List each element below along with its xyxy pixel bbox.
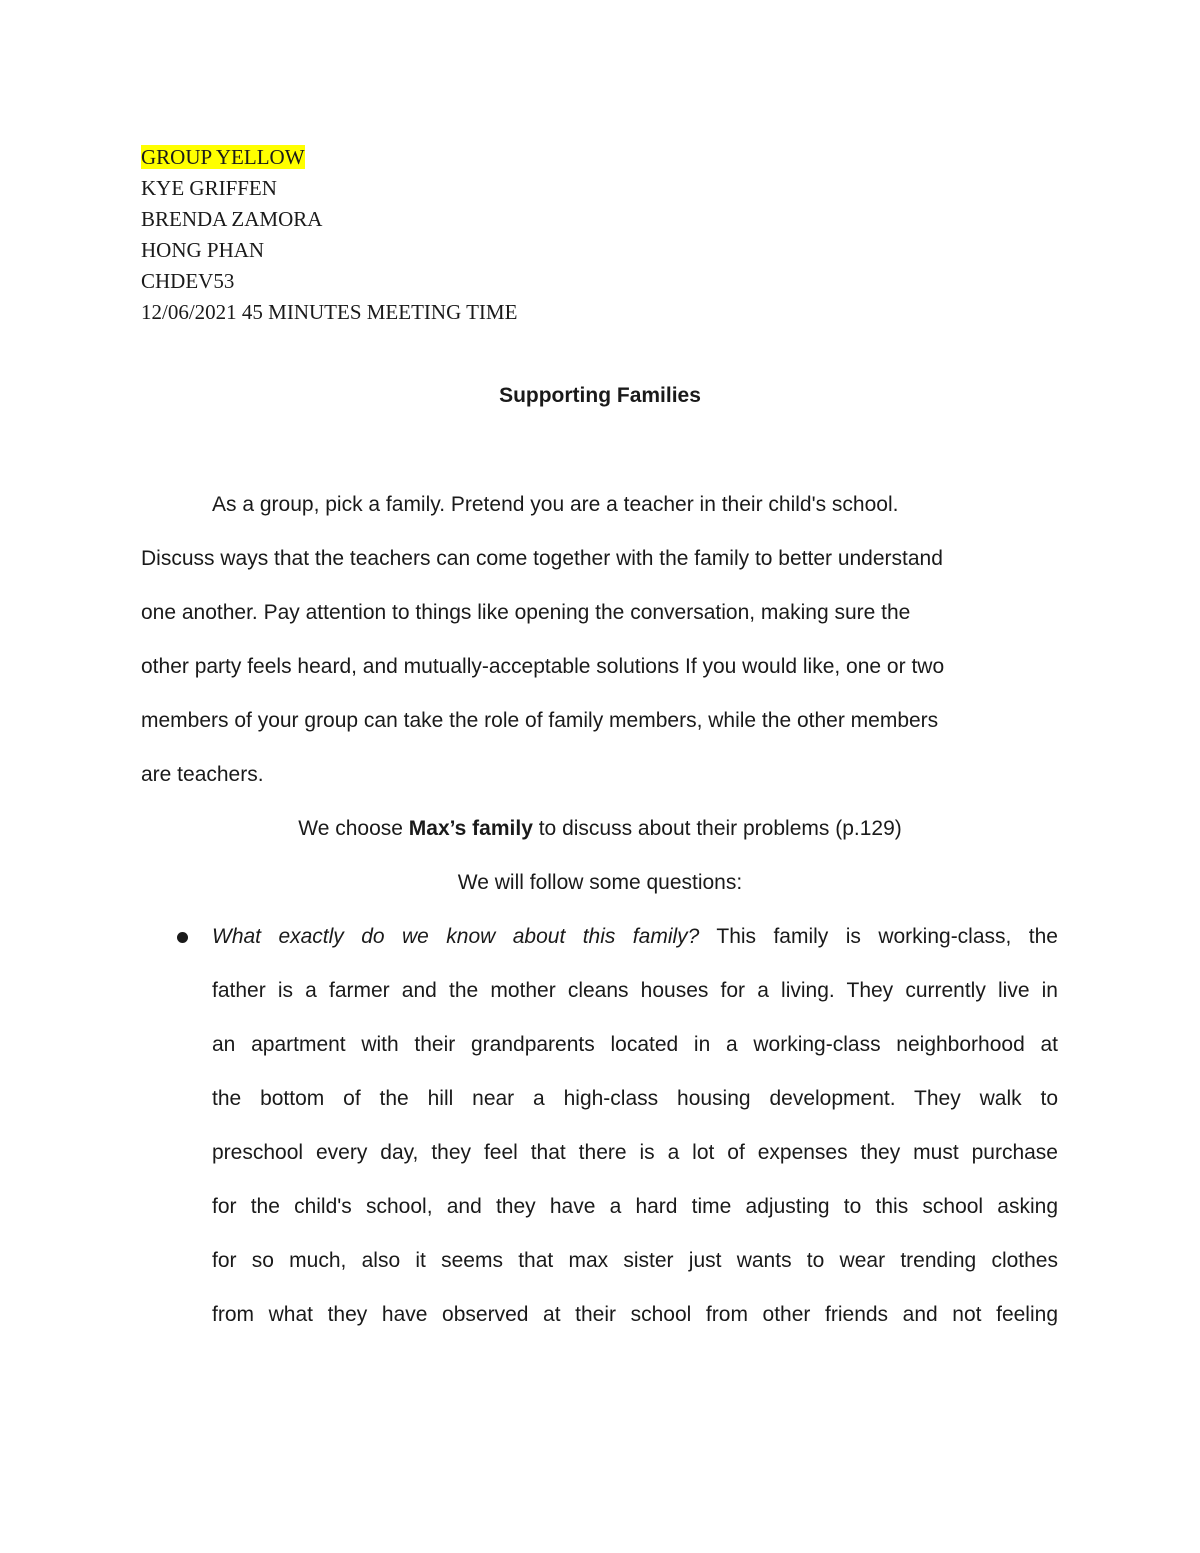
follow-questions: We will follow some questions: bbox=[457, 871, 743, 894]
bullet-line: preschool every day, they feel that there is a lot of expenses they must purchase bbox=[212, 1141, 1058, 1164]
prompt-line: are teachers. bbox=[141, 763, 264, 786]
choice-after: to discuss about their problems (p.129) bbox=[532, 817, 902, 840]
bullet-line: the bottom of the hill near a high-class housing development. They walk to bbox=[212, 1087, 1058, 1110]
member-name: KYE GRIFFEN bbox=[141, 176, 277, 200]
bullet-line: father is a farmer and the mother cleans houses for a living. They currently live in bbox=[212, 979, 1058, 1002]
member-name: BRENDA ZAMORA bbox=[141, 207, 323, 231]
bullet-line: an apartment with their grandparents located in a working-class neighborhood at bbox=[212, 1033, 1058, 1056]
bullet-line: from what they have observed at their school from other friends and not feeling bbox=[212, 1303, 1058, 1326]
prompt-line: one another. Pay attention to things like opening the conversation, making sure the bbox=[141, 601, 911, 624]
prompt-paragraph bbox=[141, 478, 1061, 802]
family-choice bbox=[0, 802, 1200, 856]
bullet-dot-icon bbox=[177, 932, 188, 943]
prompt-line: members of your group can take the role of family members, while the other members bbox=[141, 709, 939, 732]
prompt-line: other party feels heard, and mutually-acceptable solutions If you would like, one or two bbox=[141, 655, 945, 678]
course-code: CHDEV53 bbox=[141, 269, 235, 293]
document-title: Supporting Families bbox=[499, 384, 701, 407]
bullet-text bbox=[212, 910, 1058, 1342]
choice-family: Max’s family bbox=[408, 817, 533, 840]
bullet-line: for the child's school, and they have a hard time adjusting to this school asking bbox=[212, 1195, 1058, 1218]
member-name: HONG PHAN bbox=[141, 238, 265, 262]
prompt-line: As a group, pick a family. Pretend you are a teacher in their child's school. bbox=[212, 493, 899, 516]
header-block bbox=[141, 142, 517, 328]
bullet-line: What exactly do we know about this family? This family is working-class, the bbox=[212, 925, 1058, 948]
group-name: GROUP YELLOW bbox=[141, 145, 305, 169]
bullet-question: What exactly do we know about this family? bbox=[212, 925, 700, 948]
choice-before: We choose bbox=[298, 817, 409, 840]
prompt-line: Discuss ways that the teachers can come together with the family to better understand bbox=[141, 547, 943, 570]
meeting-info: 12/06/2021 45 MINUTES MEETING TIME bbox=[141, 300, 518, 324]
bullet-line: for so much, also it seems that max sister just wants to wear trending clothes bbox=[212, 1249, 1058, 1272]
